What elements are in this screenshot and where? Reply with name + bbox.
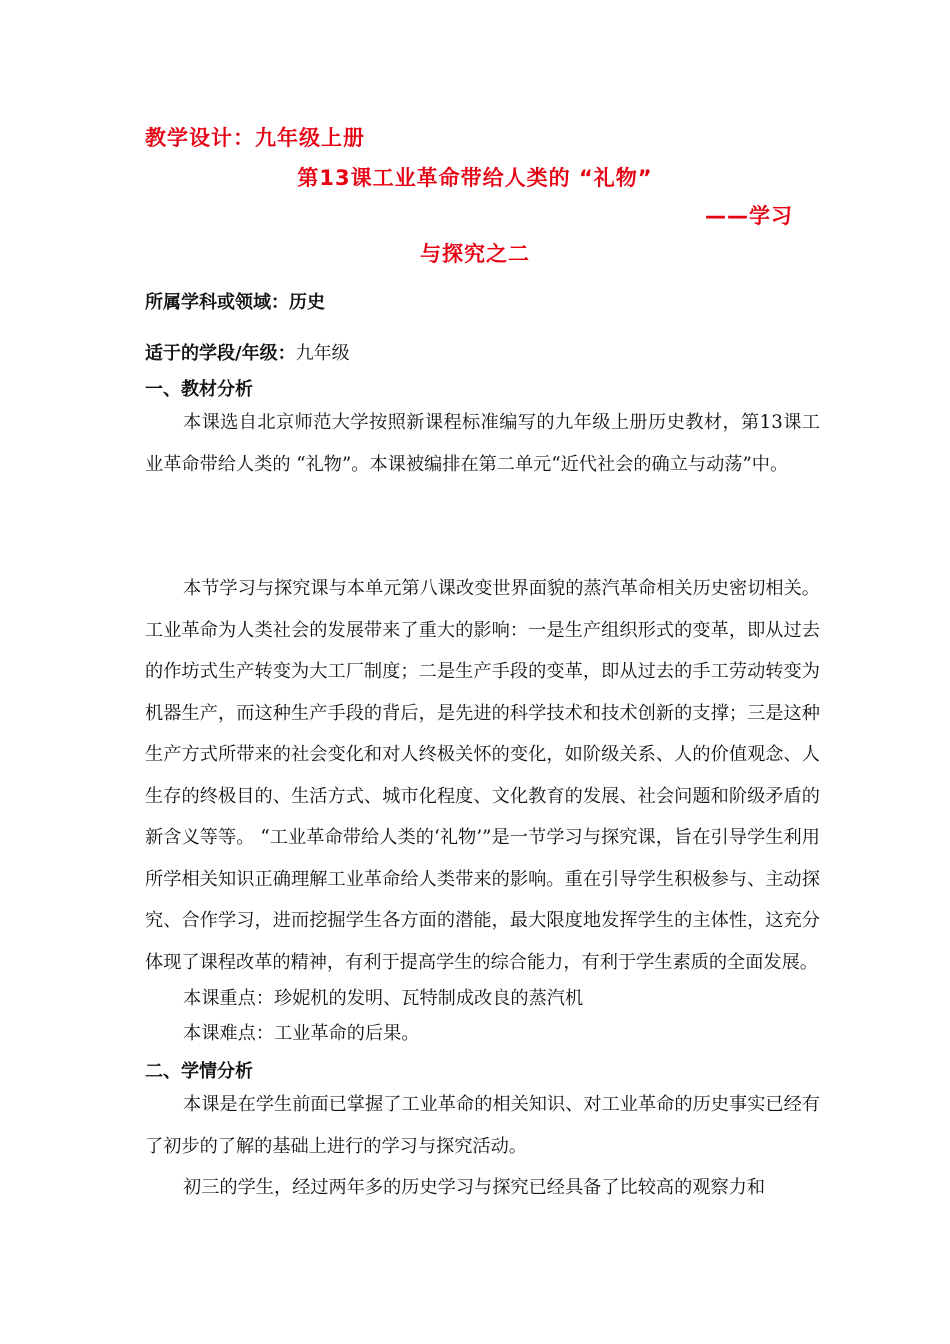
materials-paragraph-1: 本课选自北京师范大学按照新课程标准编写的九年级上册历史教材，第13课工业革命带给人类的 “礼物”。本课被编排在第二单元“近代社会的确立与动荡”中。 (145, 412, 820, 475)
students-paragraph-1: 本课是在学生前面已掌握了工业革命的相关知识、对工业革命的历史事实已经有了初步的了解的基础上进行的学习与探究活动。 (145, 1094, 820, 1157)
design-title: 教学设计：九年级上册 (145, 126, 365, 150)
section-heading-students: 二、学情分析 (145, 1061, 253, 1082)
grade-value: 九年级 (295, 343, 350, 364)
lesson-subtitle-part2: 与探究之二 (420, 242, 530, 266)
grade-label: 适于的学段/年级： (145, 343, 296, 364)
difficult-point: 本课难点：工业革命的后果。 (183, 1023, 420, 1044)
subject-field (145, 288, 325, 314)
lesson-subtitle-part1: ——学习 (705, 204, 793, 228)
materials-paragraph-2: 本节学习与探究课与本单元第八课改变世界面貌的蒸汽革命相关历史密切相关。工业革命为人类社会的发展带来了重大的影响：一是生产组织形式的变革，即从过去的作坊式生产转变为大工厂制度；二是生产手段的变革，即从过去的手工劳动转变为机器生产，而这种生产手段的背后，是先进的科学技术和技术创新的支撑；三是这种生产方式所带来的社会变化和对人终极关怀的变化，如阶级关系、人的价值观念、人生存的终极目的、生活方式、城市化程度、文化教育的发展、社会问题和阶级矛盾的新含义等等。 “工业革命带给人类的‘礼物’”是一节学习与探究课，旨在引导学生利用所学相关知识正确理解工业革命给人类带来的影响。重在引导学生积极参与、主动探究、合作学习，进而挖掘学生各方面的潜能，最大限度地发挥学生的主体性，这充分体现了课程改革的精神，有利于提高学生的综合能力，有利于学生素质的全面发展。 (145, 578, 820, 973)
key-point: 本课重点：珍妮机的发明、瓦特制成改良的蒸汽机 (183, 988, 584, 1009)
grade-field (145, 339, 350, 365)
lesson-title: 第13课工业革命带给人类的 “礼物” (297, 166, 653, 190)
students-paragraph-2: 初三的学生，经过两年多的历史学习与探究已经具备了比较高的观察力和 (183, 1177, 766, 1198)
subject-label: 所属学科或领域：历史 (145, 292, 325, 313)
section-heading-materials: 一、教材分析 (145, 379, 253, 400)
